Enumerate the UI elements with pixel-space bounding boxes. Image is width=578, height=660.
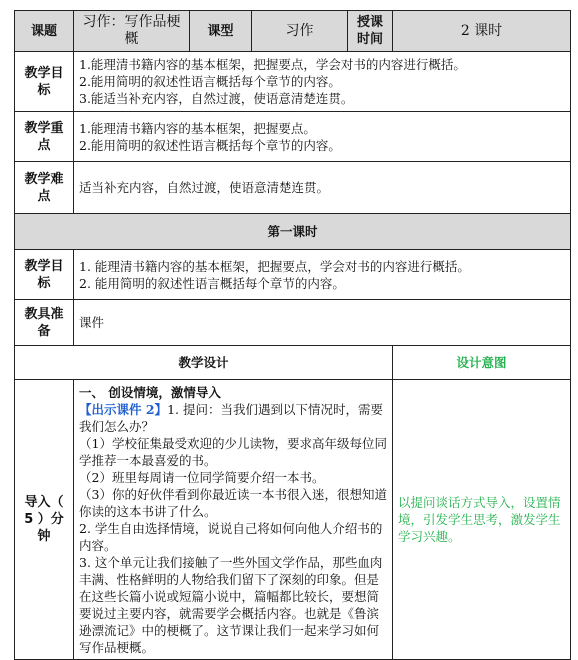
type-label: 课型 [190, 11, 252, 52]
goal-item: 1.能理清书籍内容的基本框架，把握要点，学会对书的内容进行概括。 [79, 57, 466, 72]
intro-line: 2. 学生自由选择情境，说说自己将如何向他人介绍书的内容。 [79, 521, 383, 553]
intro-line: （3）你的好伙伴看到你最近读一本书很入迷，很想知道你读的这本书讲了什么。 [79, 487, 387, 519]
intent-header: 设计意图 [393, 346, 571, 380]
courseware-tag: 【出示课件 2】 [79, 402, 168, 417]
intro-line: （1）学校征集最受欢迎的少儿读物，要求高年级每位同学推荐一本最喜爱的书。 [79, 436, 387, 468]
difficulties-label: 教学难点 [15, 162, 74, 214]
lesson-plan-table [14, 10, 571, 660]
intro-content [74, 380, 393, 660]
key-point-item: 2.能用简明的叙述性语言概括每个章节的内容。 [79, 137, 341, 153]
difficulties-row [15, 162, 571, 214]
hours-value: 2 课时 [393, 11, 571, 52]
first-lesson-goals-content [74, 250, 571, 300]
intro-section-title: 一、 创设情境，激情导入 [79, 385, 221, 400]
intro-label: 导入（ 5 ）分钟 [15, 380, 74, 660]
type-value: 习作 [252, 11, 348, 52]
intro-row [15, 380, 571, 660]
design-header: 教学设计 [15, 346, 393, 380]
first-lesson-goals-row [15, 250, 571, 300]
first-lesson-goals-label: 教学目标 [15, 250, 74, 300]
tools-label: 教具准备 [15, 300, 74, 346]
hours-label: 授课时间 [348, 11, 393, 52]
design-header-row [15, 346, 571, 380]
key-point-item: 1.能理清书籍内容的基本框架，把握要点。 [79, 120, 316, 136]
intro-line: 3. 这个单元让我们接触了一些外国文学作品，那些血肉丰满、性格鲜明的人物给我们留下了深刻的印象。但是在这些长篇小说或短篇小说中，篇幅都比较长，要想简要说过主要内容，就需要学会概括内容。也就是《鲁滨逊漂流记》中的梗概了。这节课让我们一起来学习如何写作品梗概。 [79, 555, 383, 655]
tools-row [15, 300, 571, 346]
goals-row [15, 52, 571, 112]
header-row [15, 11, 571, 52]
goals-content [74, 52, 571, 112]
goals-label: 教学目标 [15, 52, 74, 112]
first-lesson-goal-item: 1. 能理清书籍内容的基本框架，把握要点，学会对书的内容进行概括。 [79, 258, 470, 274]
key-points-row [15, 112, 571, 162]
key-points-content [74, 112, 571, 162]
intro-line-text: 1. 提问：当我们遇到以下情况时，需要我们怎么办？ [79, 402, 383, 434]
difficulties-content: 适当补充内容，自然过渡，使语意清楚连贯。 [74, 162, 571, 214]
first-lesson-title: 第一课时 [15, 214, 571, 250]
goal-item: 3.能适当补充内容，自然过渡，使语意清楚连贯。 [79, 91, 354, 106]
goal-item: 2.能用简明的叙述性语言概括每个章节的内容。 [79, 74, 341, 89]
first-lesson-goal-item: 2. 能用简明的叙述性语言概括每个章节的内容。 [79, 275, 345, 291]
intro-line: （2）班里每周请一位同学简要介绍一本书。 [79, 470, 325, 485]
first-lesson-row [15, 214, 571, 250]
topic-label: 课题 [15, 11, 74, 52]
intro-line [79, 401, 387, 435]
topic-value: 习作：写作品梗概 [74, 11, 190, 52]
tools-value: 课件 [74, 300, 571, 346]
key-points-label: 教学重点 [15, 112, 74, 162]
intro-intent: 以提问谈话方式导入，设置情境，引发学生思考，激发学生学习兴趣。 [393, 380, 571, 660]
